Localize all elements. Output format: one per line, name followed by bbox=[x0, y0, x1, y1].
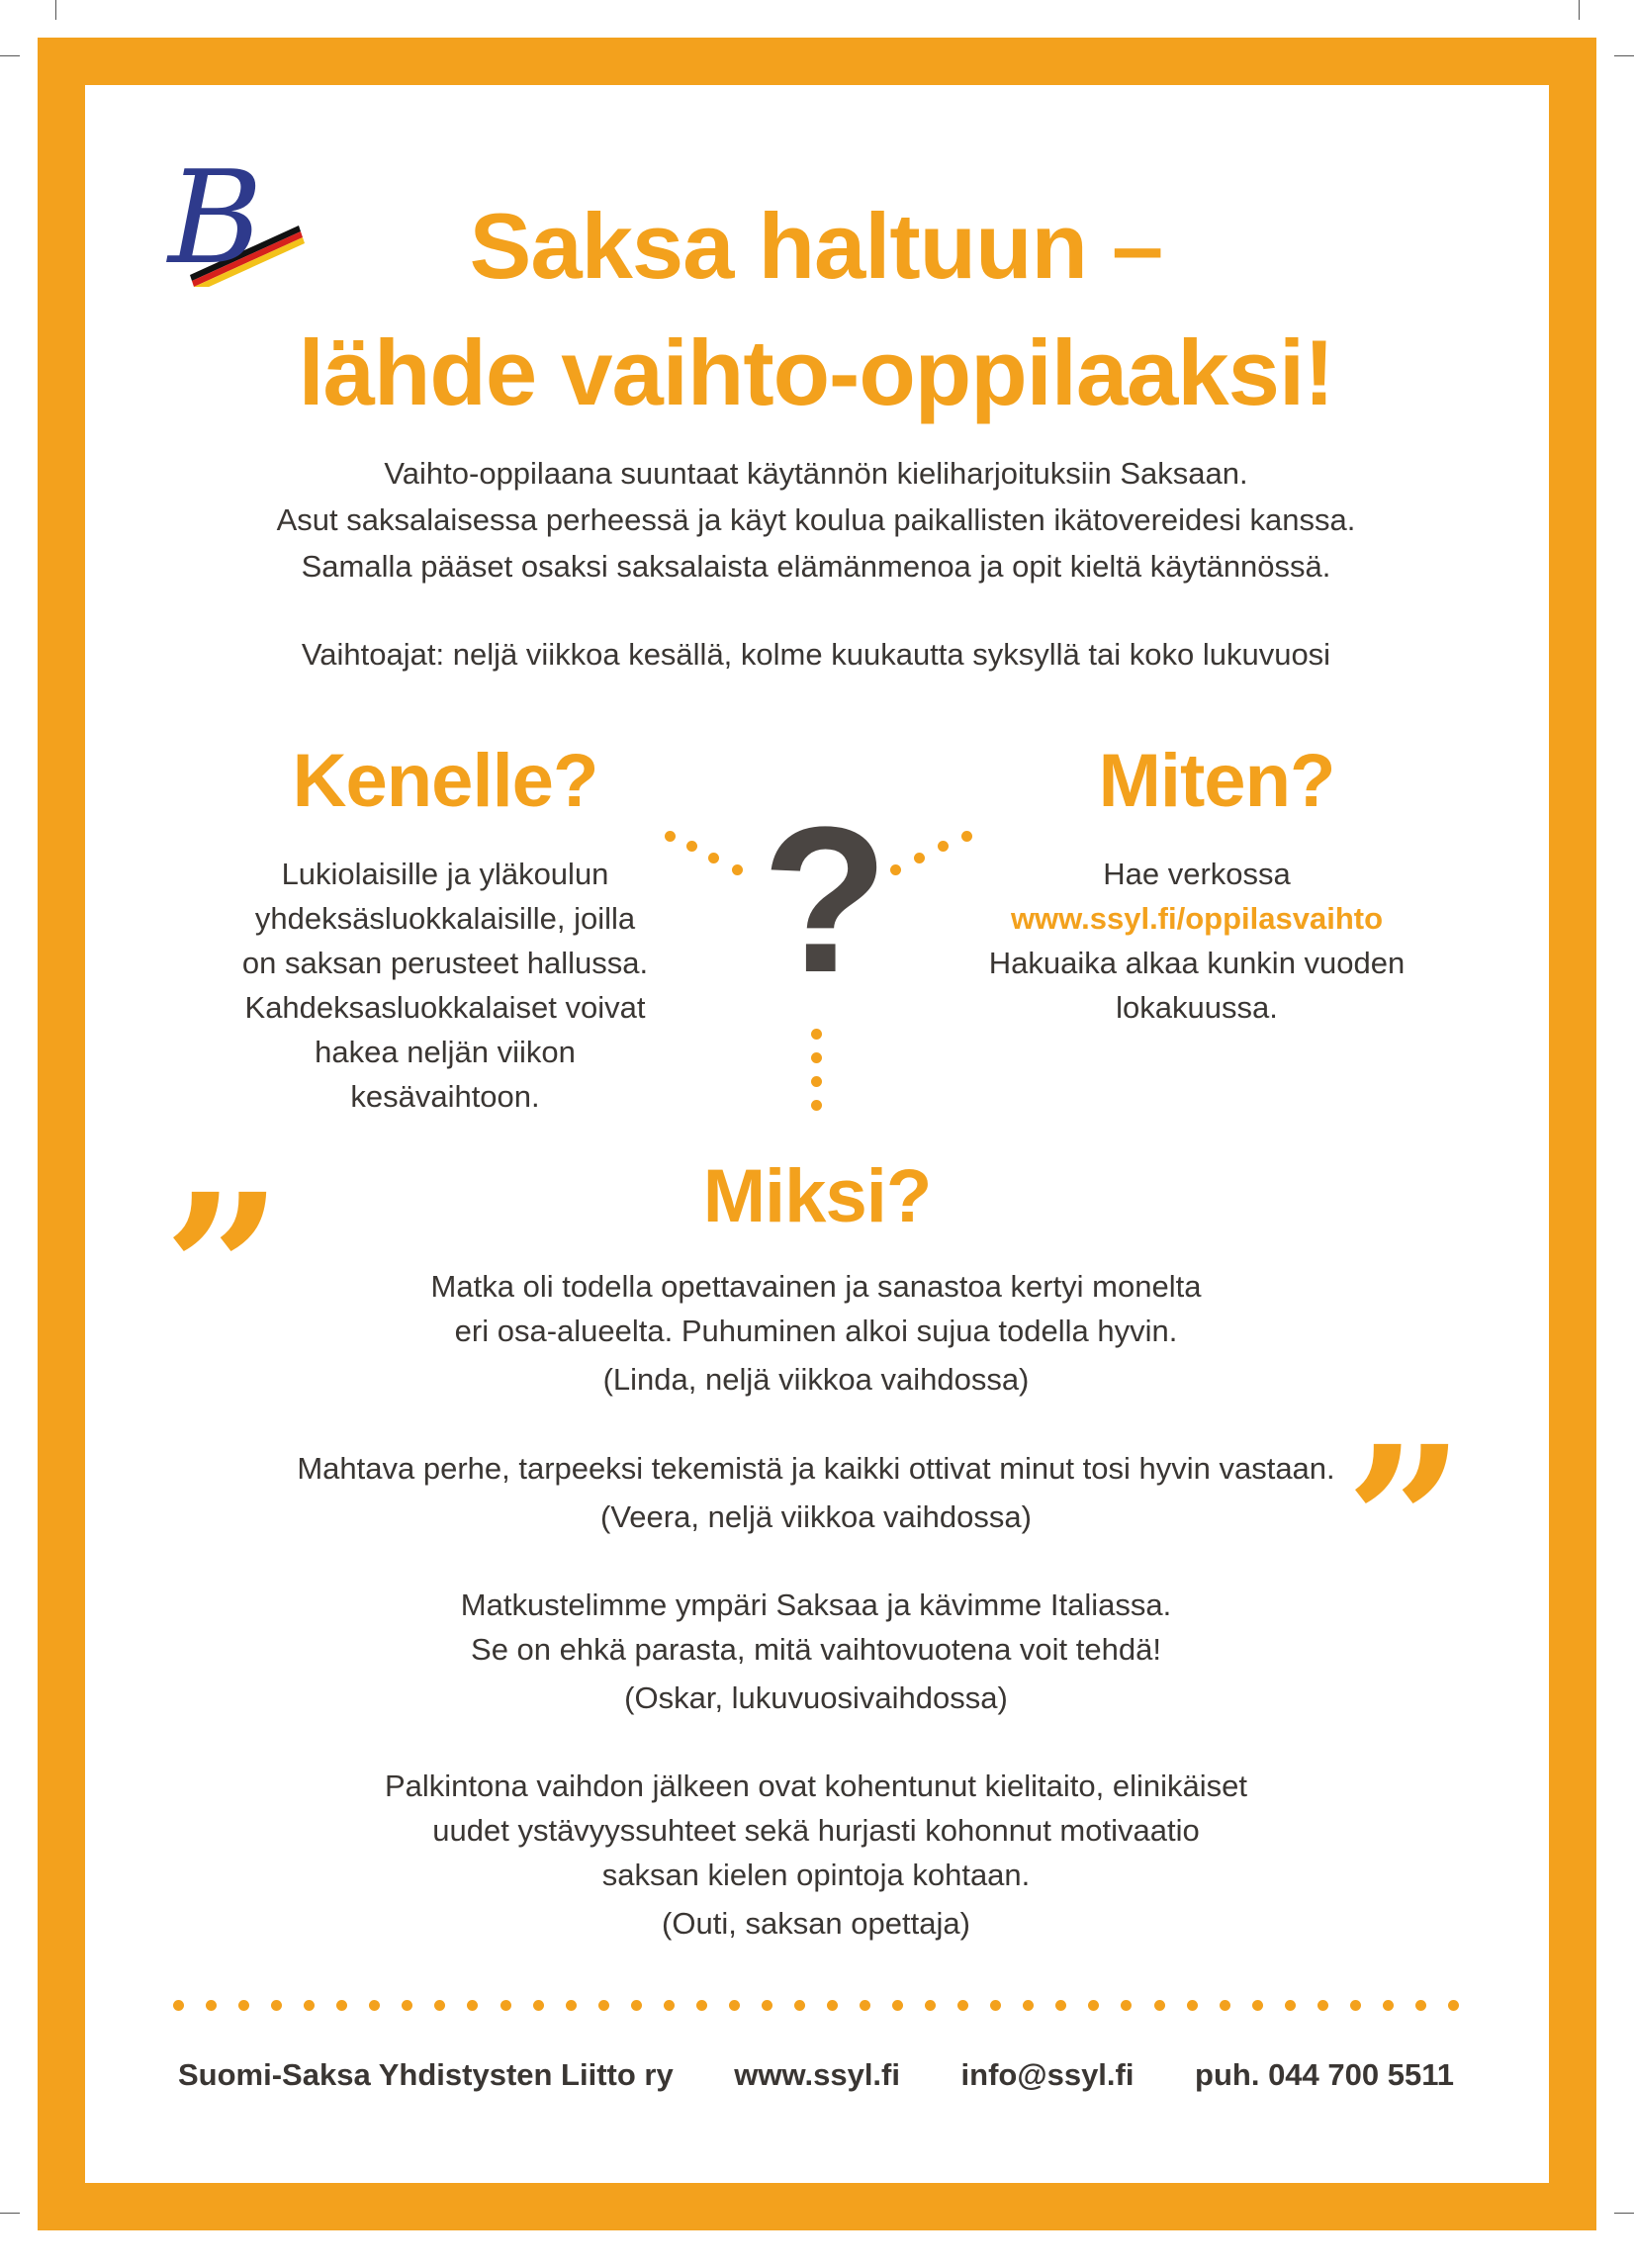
footer-website-link[interactable]: www.ssyl.fi bbox=[734, 2057, 900, 2092]
quote-open-icon: ” bbox=[163, 1148, 283, 1393]
divider-dot bbox=[696, 2000, 707, 2011]
logo-letter: B bbox=[168, 148, 263, 287]
testimonial-line: uudet ystävyyssuhteet sekä hurjasti kohonnut motivaatio bbox=[432, 1813, 1200, 1848]
divider-dot bbox=[206, 2000, 217, 2011]
testimonial-line: Matka oli todella opettavainen ja sanastoa kertyi monelta bbox=[430, 1269, 1202, 1304]
divider-dot bbox=[434, 2000, 445, 2011]
testimonial-line: Se on ehkä parasta, mitä vaihtovuotena voit tehdä! bbox=[471, 1632, 1161, 1667]
miten-text bbox=[940, 852, 1454, 1030]
crop-mark bbox=[1614, 55, 1634, 56]
intro-line: Asut saksalaisessa perheessä ja käyt koulua paikallisten ikätovereidesi kanssa. bbox=[276, 502, 1356, 537]
divider-dot bbox=[762, 2000, 772, 2011]
testimonial-author: (Linda, neljä viikkoa vaihdossa) bbox=[602, 1362, 1030, 1397]
kenelle-line: kesävaihtoon. bbox=[350, 1079, 540, 1114]
divider-dot bbox=[1350, 2000, 1361, 2011]
application-link[interactable]: www.ssyl.fi/oppilasvaihto bbox=[1010, 901, 1384, 936]
divider-dot bbox=[1383, 2000, 1394, 2011]
divider-dot bbox=[990, 2000, 1001, 2011]
connector-dot bbox=[732, 864, 743, 875]
divider-dot bbox=[892, 2000, 903, 2011]
divider-dot bbox=[1023, 2000, 1034, 2011]
connector-dot bbox=[811, 1029, 822, 1040]
divider-dot bbox=[1154, 2000, 1165, 2011]
testimonial-linda bbox=[158, 1264, 1474, 1402]
divider-dot bbox=[271, 2000, 282, 2011]
miksi-heading: Miksi? bbox=[702, 1154, 932, 1238]
page-title bbox=[158, 183, 1474, 436]
connector-dot bbox=[665, 831, 676, 842]
divider-dot bbox=[304, 2000, 315, 2011]
divider-dot bbox=[957, 2000, 968, 2011]
connector-dot bbox=[890, 864, 901, 875]
intro-line: Vaihto-oppilaana suuntaat käytännön kieliharjoituksiin Saksaan. bbox=[384, 456, 1248, 491]
divider-dot bbox=[664, 2000, 675, 2011]
miten-heading: Miten? bbox=[1098, 739, 1335, 823]
divider-dot bbox=[533, 2000, 544, 2011]
crop-mark bbox=[55, 0, 56, 20]
testimonial-line: Mahtava perhe, tarpeeksi tekemistä ja kaikki ottivat minut tosi hyvin vastaan. bbox=[297, 1451, 1335, 1486]
connector-dot bbox=[811, 1052, 822, 1063]
testimonial-line: eri osa-alueelta. Puhuminen alkoi sujua todella hyvin. bbox=[454, 1314, 1178, 1348]
divider-dot bbox=[566, 2000, 577, 2011]
testimonial-line: Matkustelimme ympäri Saksaa ja kävimme Italiassa. bbox=[460, 1588, 1172, 1622]
crop-mark bbox=[1614, 2213, 1634, 2214]
divider-dot bbox=[1055, 2000, 1066, 2011]
divider-dot bbox=[1252, 2000, 1263, 2011]
footer bbox=[178, 2055, 1454, 2095]
divider-dot bbox=[1220, 2000, 1230, 2011]
crop-mark bbox=[0, 55, 20, 56]
kenelle-heading: Kenelle? bbox=[292, 739, 598, 823]
divider-dot bbox=[860, 2000, 870, 2011]
kenelle-line: hakea neljän viikon bbox=[315, 1035, 576, 1069]
divider-dot bbox=[1187, 2000, 1198, 2011]
divider-dot bbox=[1317, 2000, 1328, 2011]
divider-dot bbox=[369, 2000, 380, 2011]
divider-dot bbox=[1415, 2000, 1426, 2011]
kenelle-text bbox=[168, 852, 722, 1119]
connector-dot bbox=[811, 1076, 822, 1087]
divider-dot bbox=[1448, 2000, 1459, 2011]
kenelle-line: Lukiolaisille ja yläkoulun bbox=[281, 857, 609, 891]
footer-email-link[interactable]: info@ssyl.fi bbox=[960, 2057, 1135, 2092]
divider-dot bbox=[794, 2000, 805, 2011]
connector-dot bbox=[811, 1100, 822, 1111]
testimonial-veera bbox=[158, 1446, 1474, 1539]
divider-dot bbox=[1285, 2000, 1296, 2011]
divider-dot bbox=[729, 2000, 740, 2011]
title-line-1: Saksa haltuun – bbox=[469, 194, 1163, 298]
connector-dot bbox=[686, 841, 697, 852]
title-line-2: lähde vaihto-oppilaaksi! bbox=[298, 320, 1334, 424]
dotted-divider bbox=[173, 2000, 1459, 2014]
quote-close-icon: ” bbox=[1345, 1401, 1465, 1645]
miten-line: Hakuaika alkaa kunkin vuoden bbox=[988, 946, 1406, 980]
divider-dot bbox=[173, 2000, 184, 2011]
footer-organization: Suomi-Saksa Yhdistysten Liitto ry bbox=[178, 2057, 674, 2092]
miten-line: lokakuussa. bbox=[1116, 990, 1278, 1025]
testimonial-author: (Veera, neljä viikkoa vaihdossa) bbox=[600, 1499, 1032, 1534]
testimonial-author: (Oskar, lukuvuosivaihdossa) bbox=[624, 1680, 1008, 1715]
footer-phone: puh. 044 700 5511 bbox=[1195, 2057, 1454, 2092]
testimonial-outi bbox=[158, 1764, 1474, 1946]
miten-line: Hae verkossa bbox=[1103, 857, 1291, 891]
connector-dot bbox=[961, 831, 972, 842]
intro-line: Samalla pääset osaksi saksalaista elämänmenoa ja opit kieltä käytännössä. bbox=[301, 549, 1331, 584]
kenelle-line: on saksan perusteet hallussa. bbox=[241, 946, 649, 980]
testimonial-oskar bbox=[158, 1583, 1474, 1720]
question-mark-icon: ? bbox=[762, 783, 889, 1016]
divider-dot bbox=[1088, 2000, 1099, 2011]
connector-dot bbox=[708, 853, 719, 863]
connector-dot bbox=[914, 853, 925, 863]
kenelle-line: Kahdeksasluokkalaiset voivat bbox=[244, 990, 646, 1025]
testimonial-line: Palkintona vaihdon jälkeen ovat kohentunut kielitaito, elinikäiset bbox=[384, 1769, 1247, 1803]
divider-dot bbox=[500, 2000, 511, 2011]
intro-paragraph bbox=[158, 450, 1474, 590]
kenelle-line: yhdeksäsluokkalaisille, joilla bbox=[254, 901, 636, 936]
divider-dot bbox=[238, 2000, 249, 2011]
crop-mark bbox=[1579, 0, 1580, 20]
divider-dot bbox=[1121, 2000, 1132, 2011]
divider-dot bbox=[402, 2000, 412, 2011]
divider-dot bbox=[598, 2000, 609, 2011]
exchange-periods: Vaihtoajat: neljä viikkoa kesällä, kolme kuukautta syksyllä tai koko lukuvuosi bbox=[301, 637, 1331, 672]
divider-dot bbox=[925, 2000, 936, 2011]
testimonial-author: (Outi, saksan opettaja) bbox=[662, 1906, 970, 1941]
divider-dot bbox=[827, 2000, 838, 2011]
divider-dot bbox=[467, 2000, 478, 2011]
connector-dot bbox=[938, 841, 949, 852]
divider-dot bbox=[336, 2000, 347, 2011]
testimonial-line: saksan kielen opintoja kohtaan. bbox=[601, 1858, 1031, 1892]
crop-mark bbox=[0, 2213, 20, 2214]
divider-dot bbox=[631, 2000, 642, 2011]
